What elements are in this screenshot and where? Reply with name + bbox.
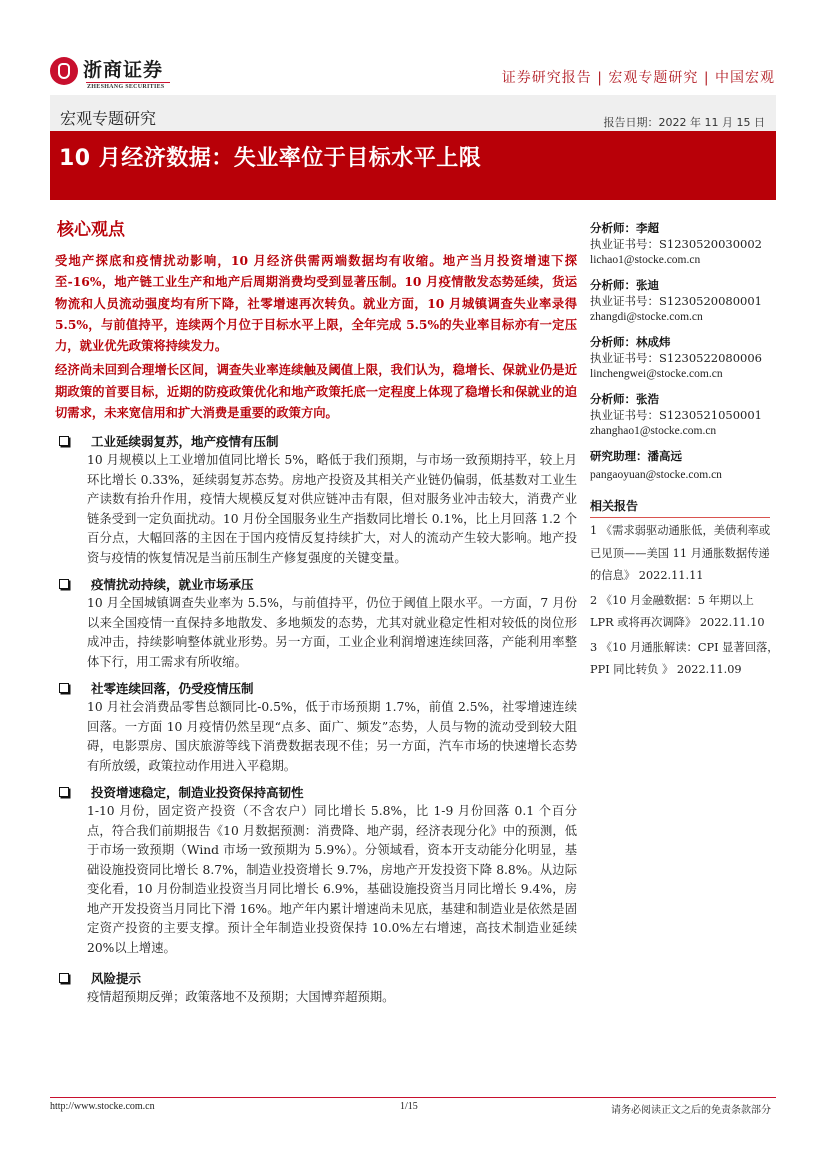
related-report-item[interactable]: 2 《10 月金融数据：5 年期以上 LPR 或将再次调降》 2022.11.10 (590, 593, 765, 629)
analyst-cert: 执业证书号：S1230520030002 (590, 237, 762, 251)
section-heading: 投资增速稳定，制造业投资保持高韧性 (91, 785, 304, 801)
analyst-name: 分析师：李超 (590, 221, 659, 235)
section-body: 10 月规模以上工业增加值同比增长 5%，略低于我们预期，与市场一致预期持平，较上月环比增长 0.33%，延续弱复苏态势。房地产投资及其相关产业链仍偏弱，低基数对工业生产读数有抬升作用，疫情大规模反复对供应链冲击有限，但对服务业冲击较大，消费产业链条受到一定负面扰动。10 月份全国服务业生产指数同比增长 0.1%，比上月回落 1.2 个百分点，大幅回落的主因在于国内疫情反复持续扩大，对人的流动产生较大影响。地产投资与疫情的恢复情况是当前压制生产修复强度的关键变量。 (87, 453, 577, 565)
analyst-cert: 执业证书号：S1230521050001 (590, 408, 762, 422)
footer-divider (50, 1097, 776, 1098)
logo-divider (86, 82, 170, 83)
analyst-email[interactable]: linchengwei@stocke.com.cn (590, 368, 723, 380)
related-report-item[interactable]: 1 《需求弱驱动通胀低，美债利率或已见顶——美国 11 月通胀数据传递的信息》 2022.11.11 (590, 524, 771, 582)
checkbox-bullet-icon (59, 436, 69, 446)
analyst-cert: 执业证书号：S1230522080006 (590, 351, 762, 365)
core-paragraph: 经济尚未回到合理增长区间，调查失业率连续触及阈值上限，我们认为，稳增长、保就业仍是近期政策的首要目标，近期的防疫政策优化和地产政策托底一定程度上体现了稳增长和保就业的迫切需求，未来宽信用和扩大消费是重要的政策方向。 (55, 362, 577, 421)
analyst-name: 分析师：张迪 (590, 278, 659, 292)
analyst-email[interactable]: zhangdi@stocke.com.cn (590, 311, 703, 323)
section-heading: 疫情扰动持续，就业市场承压 (91, 577, 254, 593)
analyst-card (590, 334, 780, 382)
assistant-name: 研究助理：潘高远 (590, 449, 682, 463)
analyst-email[interactable]: zhanghao1@stocke.com.cn (590, 425, 717, 437)
report-type: 宏观专题研究 (60, 109, 157, 128)
assistant-email[interactable]: pangaoyuan@stocke.com.cn (590, 469, 722, 481)
related-report-item[interactable]: 3 《10 月通胀解读：CPI 显著回落，PPI 同比转负 》 2022.11.09 (590, 640, 779, 676)
related-reports-heading: 相关报告 (590, 497, 770, 518)
report-category-tags: 证券研究报告 | 宏观专题研究 | 中国宏观 (501, 70, 775, 86)
checkbox-bullet-icon (59, 787, 69, 797)
checkbox-bullet-icon (59, 973, 69, 983)
checkbox-bullet-icon (59, 683, 69, 693)
analyst-card (590, 220, 780, 268)
footer-url[interactable]: http://www.stocke.com.cn (50, 1101, 155, 1112)
analyst-cert: 执业证书号：S1230520080001 (590, 294, 762, 308)
main-column (55, 215, 577, 1008)
section-industry (55, 431, 577, 568)
analyst-name: 分析师：林成炜 (590, 335, 671, 349)
analyst-email[interactable]: lichao1@stocke.com.cn (590, 254, 701, 266)
analyst-name: 分析师：张浩 (590, 392, 659, 406)
section-heading: 工业延续弱复苏，地产疫情有压制 (91, 434, 279, 450)
section-body: 10 月社会消费品零售总额同比-0.5%，低于市场预期 1.7%，前值 2.5%，社零增速连续回落。一方面 10 月疫情仍然呈现“点多、面广、频发”态势，人员与物的流动受到较大阻碍，电影票房、国庆旅游等线下消费数据表现不佳；另一方面，汽车市场的快速增长态势有所放缓，政策拉动作用进入平稳期。 (87, 700, 577, 773)
checkbox-bullet-icon (59, 579, 69, 589)
page-number: 1/15 (400, 1101, 418, 1112)
core-paragraph: 受地产探底和疫情扰动影响，10 月经济供需两端数据均有收缩。地产当月投资增速下探至-16%，地产链工业生产和地产后周期消费均受到显著压制。10 月疫情散发态势延续，货运物流和人员流动强度均有所下降，社零增速再次转负。就业方面，10 月城镇调查失业率录得 5.5%，与前值持平，连续两个月位于目标水平上限，全年完成 5.5%的失业率目标亦有一定压力，就业优先政策将持续发力。 (55, 253, 577, 354)
analyst-card (590, 391, 780, 439)
logo-text-en: ZHESHANG SECURITIES (87, 84, 165, 90)
section-heading: 社零连续回落，仍受疫情压制 (91, 681, 254, 697)
section-investment (55, 782, 577, 958)
section-body: 10 月全国城镇调查失业率为 5.5%，与前值持平，仍位于阈值上限水平。一方面，7 月份以来全国疫情一直保持多地散发、多地频发的态势，尤其对就业稳定性相对较低的岗位形成冲击，持续影响整体就业形势。另一方面，工业企业利润增速连续回落，产能利用率整体下行，用工需求有所收缩。 (87, 596, 577, 669)
footer-disclaimer: 请务必阅读正文之后的免责条款部分 (611, 1105, 771, 1116)
section-body: 1-10 月份，固定资产投资（不含农户）同比增长 5.8%，比 1-9 月份回落 0.1 个百分点，符合我们前期报告《10 月数据预测：消费降、地产弱，经济表现分化》中的预测，低于市场一致预期（Wind 市场一致预期为 5.9%）。分领域看，资本开支动能分化明显，基础设施投资同比增长 8.7%，制造业投资增长 9.7%，房地产开发投资下降 8.8%。从边际变化看，10 月份制造业投资当月同比增长 6.9%，基础设施投资当月同比增长 9.4%，房地产开发投资当月同比下滑 16%。地产年内累计增速尚未见底，基建和制造业是依然是固定资产投资的主要支撑。预计全年制造业投资保持 10.0%左右增速，高技术制造业延续 20%以上增速。 (87, 804, 577, 955)
assistant-card (590, 448, 780, 483)
section-heading: 风险提示 (91, 971, 142, 987)
section-risk (55, 968, 577, 1008)
core-views-heading: 核心观点 (57, 220, 125, 240)
analyst-card (590, 277, 780, 325)
logo-text-cn: 浙商证券 (83, 59, 164, 81)
sidebar (590, 220, 780, 682)
page-title: 10 月经济数据：失业率位于目标水平上限 (59, 146, 482, 171)
report-date: 报告日期：2022 年 11 月 15 日 (603, 116, 765, 129)
section-retail (55, 678, 577, 776)
logo-mark-icon (50, 57, 78, 85)
section-body: 疫情超预期反弹；政策落地不及预期；大国博弈超预期。 (87, 990, 395, 1005)
section-employment (55, 574, 577, 672)
company-logo (50, 55, 175, 95)
